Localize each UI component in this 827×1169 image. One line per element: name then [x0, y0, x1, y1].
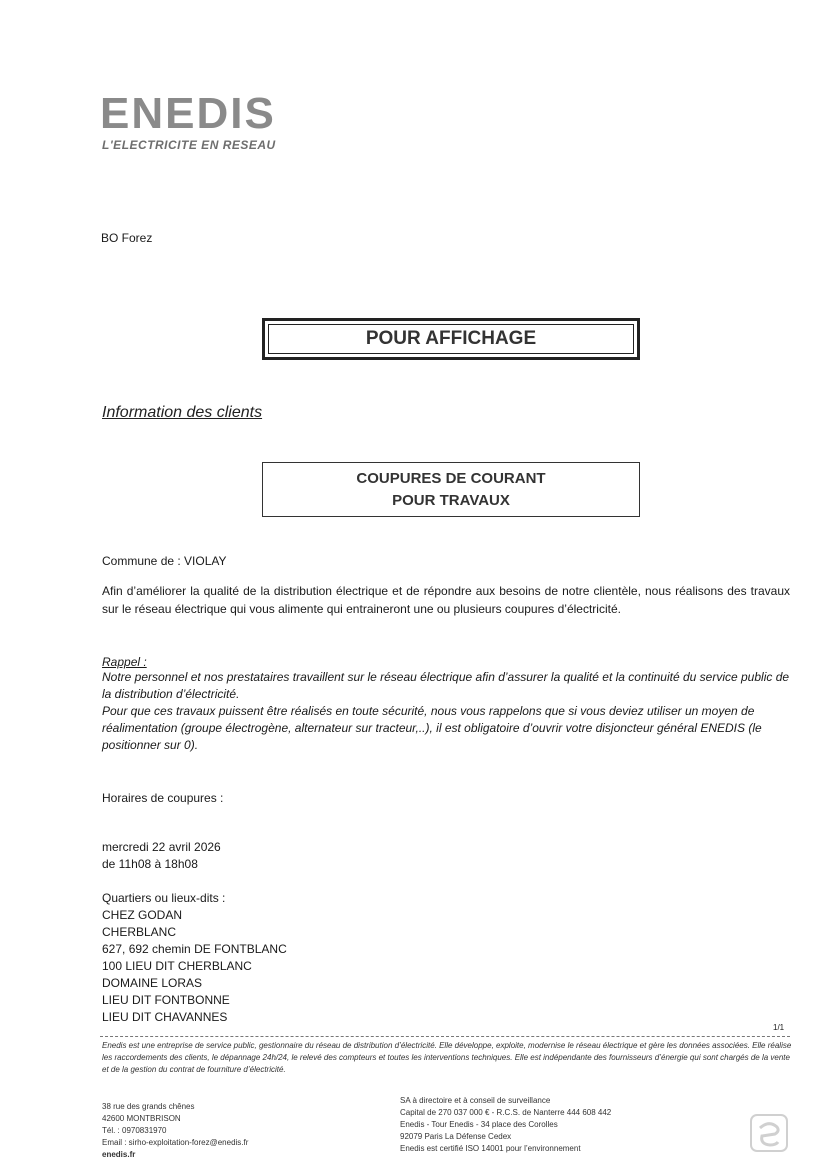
company-line-1: SA à directoire et à conseil de surveillance	[400, 1096, 551, 1105]
company-info	[400, 1095, 611, 1155]
rappel-text	[102, 669, 792, 754]
list-item: 627, 692 chemin DE FONTBLANC	[102, 942, 287, 956]
enedis-logo: ENEDIS	[100, 89, 276, 138]
sender-name: BO Forez	[101, 231, 153, 245]
schedule-date: mercredi 22 avril 2026	[102, 840, 221, 854]
info-heading: Information des clients	[102, 404, 263, 421]
website-link: enedis.fr	[102, 1150, 136, 1159]
list-item: CHEZ GODAN	[102, 908, 183, 922]
horaires-label: Horaires de coupures :	[102, 791, 224, 805]
office-address	[102, 1101, 248, 1161]
address-phone: Tél. : 0970831970	[102, 1126, 167, 1135]
intro-paragraph: Afin d’améliorer la qualité de la distribution électrique et de répondre aux besoins de notre clientèle, nous réalisons des travaux sur le réseau électrique qui vous alimente qui entraineront une ou plusieurs coupures d’électricité.	[102, 584, 790, 616]
quartiers-section	[102, 890, 287, 1026]
title-line-1: COUPURES DE COURANT	[356, 469, 546, 487]
title-box	[262, 462, 640, 517]
company-line-4: 92079 Paris La Défense Cedex	[400, 1132, 512, 1141]
display-banner	[262, 318, 640, 360]
address-line-1: 38 rue des grands chênes	[102, 1102, 195, 1111]
rappel-label: Rappel :	[102, 655, 147, 669]
company-line-2: Capital de 270 037 000 € - R.C.S. de Nanterre 444 608 442	[400, 1108, 612, 1117]
commune-line: Commune de : VIOLAY	[102, 554, 227, 568]
page-number: 1/1	[773, 1023, 785, 1032]
footer-divider	[100, 1036, 790, 1037]
address-email: Email : sirho-exploitation-forez@enedis.fr	[102, 1138, 249, 1147]
quartiers-label: Quartiers ou lieux-dits :	[102, 891, 226, 905]
title-line-2: POUR TRAVAUX	[392, 491, 510, 509]
enedis-mark-icon	[750, 1114, 788, 1152]
banner-text: POUR AFFICHAGE	[365, 328, 537, 349]
schedule-time: de 11h08 à 18h08	[102, 857, 198, 871]
list-item: CHERBLANC	[102, 925, 177, 939]
address-line-2: 42600 MONTBRISON	[102, 1114, 181, 1123]
schedule	[102, 839, 221, 873]
list-item: LIEU DIT CHAVANNES	[102, 1010, 228, 1024]
rappel-paragraph-1: Notre personnel et nos prestataires travaillent sur le réseau électrique afin d’assurer la qualité et la continuité du service public de la distribution d’électricité.	[102, 670, 790, 701]
company-line-3: Enedis - Tour Enedis - 34 place des Corolles	[400, 1120, 558, 1129]
list-item: LIEU DIT FONTBONNE	[102, 993, 230, 1007]
company-line-5: Enedis est certifié ISO 14001 pour l’environnement	[400, 1144, 581, 1153]
logo-tagline: L'ELECTRICITE EN RESEAU	[102, 138, 276, 152]
legal-notice: Enedis est une entreprise de service public, gestionnaire du réseau de distribution d’électricité. Elle développe, exploite, modernise le réseau électrique et gère les données associées. Elle réalise les raccordements des clients, le dépannage 24h/24, le relevé des compteurs et toutes les interventions techniques. Elle est indépendante des fournisseurs d’énergie qui sont chargés de la vente et de la gestion du contrat de fourniture d’électricité.	[102, 1041, 792, 1074]
quartiers-list	[102, 907, 287, 1026]
list-item: 100 LIEU DIT CHERBLANC	[102, 959, 252, 973]
list-item: DOMAINE LORAS	[102, 976, 203, 990]
rappel-paragraph-2: Pour que ces travaux puissent être réalisés en toute sécurité, nous vous rappelons que si vous deviez utiliser un moyen de réalimentation (groupe électrogène, alternateur sur tracteur,..), il est obligatoire d’ouvrir votre disjoncteur général ENEDIS (le positionner sur 0).	[102, 704, 762, 752]
